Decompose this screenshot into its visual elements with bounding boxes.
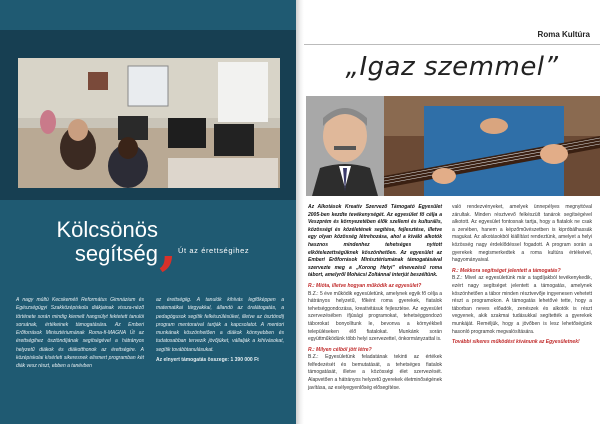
section-divider <box>304 44 600 45</box>
article-title-line2: segítség <box>74 241 158 266</box>
left-column-2-text: az érettségiig. A tanulók kihívás legfőképpen a matematikai tárgyakkal, állandó az óralátogatás, a pedagógusok segítik felkészülésüket, illetve az ösztöndíj program mentoraival tartják a kapcsolatot. A mentori munkának köszönhetően a diákok könnyebben és tudatosabban tervezik jövőjüket, vállalják a kihívásokat, segítik továbbtanulásukat. <box>156 297 284 353</box>
answer-2: B.Z.: Egyesületünk feladatának tekinti az értékek felfedezését és bemutatását, a tehetséges fiatalok támogatását, illetve a közösségi élet szervezését. Alapvetően a hátrányos helyzetű gyerekek életminőségének javítása, az esélyegyenlőség elősegítése. <box>308 354 442 391</box>
question-1: R.: Mióta, illetve hogyan működik az egyesület? <box>308 282 422 289</box>
left-column-1-text: A nagy múltú Kecskeméti Református Gimnázium és Egészségügyi Szakközépiskola diákjainak vissza-néző története során mindig kiemelt hangsúlyt fektetett tanulói sorsának, értékeinek támogatására. Az Emberi Erőforrások Minisztériumának Roma-fi-MAGNA Út az érettségihez ösztöndíjának segítségével a hátrányos helyzetű diákok és diákotthonok az érettségire. A középiskolai kísérleti sikeresnek elismert programban két diák vesz részt, ebben a tanévben <box>16 297 144 370</box>
interview-column-2 <box>452 204 592 347</box>
left-column-1 <box>16 296 144 371</box>
interview-column-1 <box>308 204 442 392</box>
answer-3: B.Z.: Mivel az egyesületünk már a tagdíjakból tevékenykedik, ezért nagy segítséget jelentett a támogatás, amelynek köszönhetően a tábor minden résztvevője ingyenesen vehetett részt a programokon. A támogatás lehetővé tette, hogy a táborban neves előadók, zenészek és alkotók is részt vegyenek, akik szakmai tudásukkal segítették a gyerekek munkáját. Reméljük, hogy a jövőben is lesz lehetőségünk hasonló programok megvalósítására. <box>452 275 592 335</box>
page-gutter <box>296 0 304 424</box>
interviewee-portrait <box>306 96 384 196</box>
guitar-photo <box>384 96 600 196</box>
right-page <box>304 0 600 424</box>
red-quote-mark: ‚ <box>158 213 178 279</box>
closing-wish: További sikeres működést kívánunk az Egyesületnek! <box>452 339 580 346</box>
article-title-line1: Kölcsönös <box>56 217 158 242</box>
article-title <box>30 218 158 266</box>
funding-amount: Az elnyert támogatás összege: 1 390 000 Ft <box>156 357 259 364</box>
question-3: R.: Mekkora segítséget jelentett a támogatás? <box>452 267 561 274</box>
classroom-photo <box>18 58 280 188</box>
interview-intro: Az Alkotások Kreatív Szervező Támogató Egyesület 2005-ben kezdte tevékenységét. Az egyesület fő célja a Veszprém és környezetében élők szellemi és kulturális, közösségi és közéletének segítése, fejlesztése, illetve egy olyan közösség létrehozása, ahol a kiváló alkotók hasznos mindenhez tehetséges nyitott elkötelezettségüknek köszönhetően. Az egyesület az Emberi Erőforrások Minisztériumának támogatásával szervezte meg a „Korong Hetyi” elnevezésű roma tábort, amelyről Mohácsi Zoltánnal interjút beszéltünk. <box>308 204 442 279</box>
left-page <box>0 0 296 424</box>
section-label: Roma Kultúra <box>537 30 590 39</box>
column-2-text: való rendezvényeket, amelyek ünnepélyes megnyitóval zárultak. Minden résztvevő felkészült tanárok segítségével alkotott. Az egyesület fontosnak tartja, hogy a fiatalok ne csak a zenében, hanem a képzőművészetben is kipróbálhassák magukat. Az alkotásokból kiállítást rendeztünk, amelyet a helyi közösség nagy érdeklődéssel fogadott. A program során a gyerekek megismerkedtek a roma kultúra értékeivel, hagyományaival. <box>452 204 592 264</box>
answer-1: B.Z.: 5 éve működik egyesületünk, amelynek egyik fő célja a hátrányos helyzetű, főként roma gyerekek, fiatalok tehetséggondozása, kreativitásuk fejlesztése. Az egyesület szervezésében ifjúsági programokat, tehetséggondozó táborokat bonyolítunk le, bevonva a környékbeli településeken élő fiatalokat. Munkánk során együttműködünk több helyi szervezettel, önkormányzattal is. <box>308 290 442 343</box>
interview-title: „Igaz szemmel” <box>345 52 559 82</box>
question-2: R.: Milyen célból jött létre? <box>308 346 372 353</box>
left-column-2 <box>156 296 284 364</box>
article-subtitle: Út az érettségihez <box>178 246 250 255</box>
